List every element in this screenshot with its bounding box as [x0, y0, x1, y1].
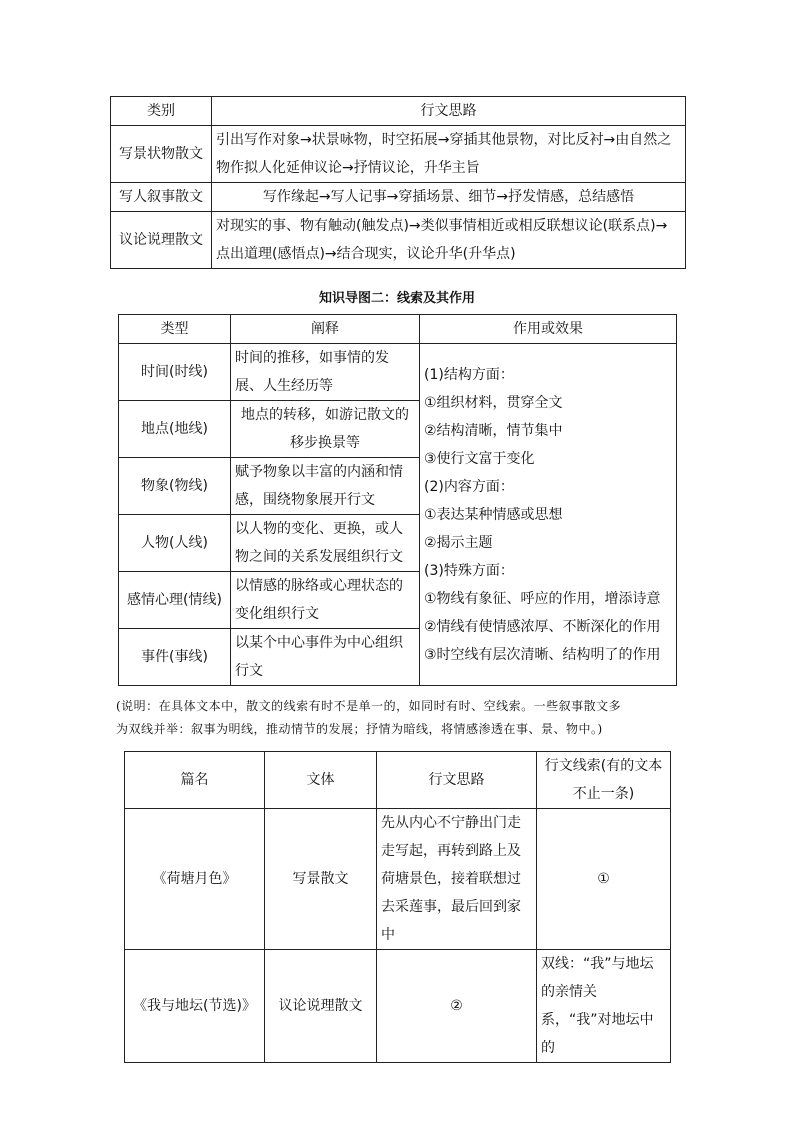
effect-line: ③时空线有层次清晰、结构明了的作用 [424, 646, 661, 663]
effect-line: ②揭示主题 [424, 534, 493, 551]
effect-line: ②情线有使情感浓厚、不断深化的作用 [424, 618, 661, 635]
note-line: 为双线并举：叙事为明线，推动情节的发展；抒情为暗线，将情感渗透在事、景、物中。) [116, 722, 603, 736]
effect-line: ①表达某种情感或思想 [424, 506, 563, 523]
table3-header-title: 篇名 [125, 752, 265, 809]
table2-row-desc: 以人物的变化、更换，或人物之间的关系发展组织行文 [231, 515, 420, 572]
table2-row-type: 事件(事线) [119, 629, 231, 686]
table2-header-type: 类型 [119, 315, 231, 344]
table3-row-title: 《我与地坛(节选)》 [125, 950, 265, 1063]
table2-row-type: 地点(地线) [119, 401, 231, 458]
table2-row-desc: 时间的推移，如事情的发展、人生经历等 [231, 344, 420, 401]
table2-effects-cell [420, 344, 677, 686]
table2-row-desc: 以某个中心事件为中心组织行文 [231, 629, 420, 686]
effect-line: ①组织材料，贯穿全文 [424, 394, 563, 411]
effect-line: (3)特殊方面： [424, 562, 514, 579]
table3-row-idea: ② [377, 950, 537, 1063]
table3-row-title: 《荷塘月色》 [125, 809, 265, 950]
effect-line: (2)内容方面： [424, 478, 514, 495]
table3-row-clue: 双线：“我”与地坛的亲情关系，“我”对地坛中的 [537, 950, 671, 1063]
table1-row-type: 议论说理散文 [111, 212, 212, 269]
table-texts [124, 751, 671, 1063]
table2-row-desc: 以情感的脉络或心理状态的变化组织行文 [231, 572, 420, 629]
table1-row-text: 写作缘起→写人记事→穿插场景、细节→抒发情感，总结感悟 [212, 183, 686, 212]
caption-knowledge-map-2: 知识导图二：线索及其作用 [318, 291, 475, 306]
table1-row-text: 对现实的事、物有触动(触发点)→类似事情相近或相反联想议论(联系点)→点出道理(感悟点)→结合现实，议论升华(升华点) [212, 212, 686, 269]
table1-header-idea: 行文思路 [212, 97, 686, 126]
table3-row-genre: 写景散文 [265, 809, 377, 950]
table2-row-type: 物象(物线) [119, 458, 231, 515]
table3-header-idea: 行文思路 [377, 752, 537, 809]
table2-header-desc: 阐释 [231, 315, 420, 344]
table1-row-text: 引出写作对象→状景咏物，时空拓展→穿插其他景物，对比反衬→由自然之物作拟人化延伸议论→抒情议论，升华主旨 [212, 126, 686, 183]
table-writing-ideas [110, 96, 686, 269]
table-clues [118, 314, 677, 686]
table2-row-desc: 赋予物象以丰富的内涵和情感，围绕物象展开行文 [231, 458, 420, 515]
table1-header-type: 类别 [111, 97, 212, 126]
table3-row-clue: ① [537, 809, 671, 950]
explanatory-note [116, 695, 686, 741]
effect-line: ③使行文富于变化 [424, 450, 535, 467]
note-line: (说明：在具体文本中，散文的线索有时不是单一的，如同时有时、空线索。一些叙事散文多 [116, 699, 622, 713]
effect-line: ①物线有象征、呼应的作用，增添诗意 [424, 590, 661, 607]
table2-row-type: 人物(人线) [119, 515, 231, 572]
table2-row-desc: 地点的转移，如游记散文的移步换景等 [231, 401, 420, 458]
table1-row-type: 写景状物散文 [111, 126, 212, 183]
table2-row-type: 感情心理(情线) [119, 572, 231, 629]
table3-header-genre: 文体 [265, 752, 377, 809]
effect-line: ②结构清晰，情节集中 [424, 422, 563, 439]
table2-header-effect: 作用或效果 [420, 315, 677, 344]
table1-row-type: 写人叙事散文 [111, 183, 212, 212]
table3-header-clue: 行文线索(有的文本不止一条) [537, 752, 671, 809]
table3-row-genre: 议论说理散文 [265, 950, 377, 1063]
table3-row-idea: 先从内心不宁静出门走走写起，再转到路上及荷塘景色，接着联想过去采莲事，最后回到家中 [377, 809, 537, 950]
effect-line: (1)结构方面： [424, 366, 514, 383]
table2-row-type: 时间(时线) [119, 344, 231, 401]
